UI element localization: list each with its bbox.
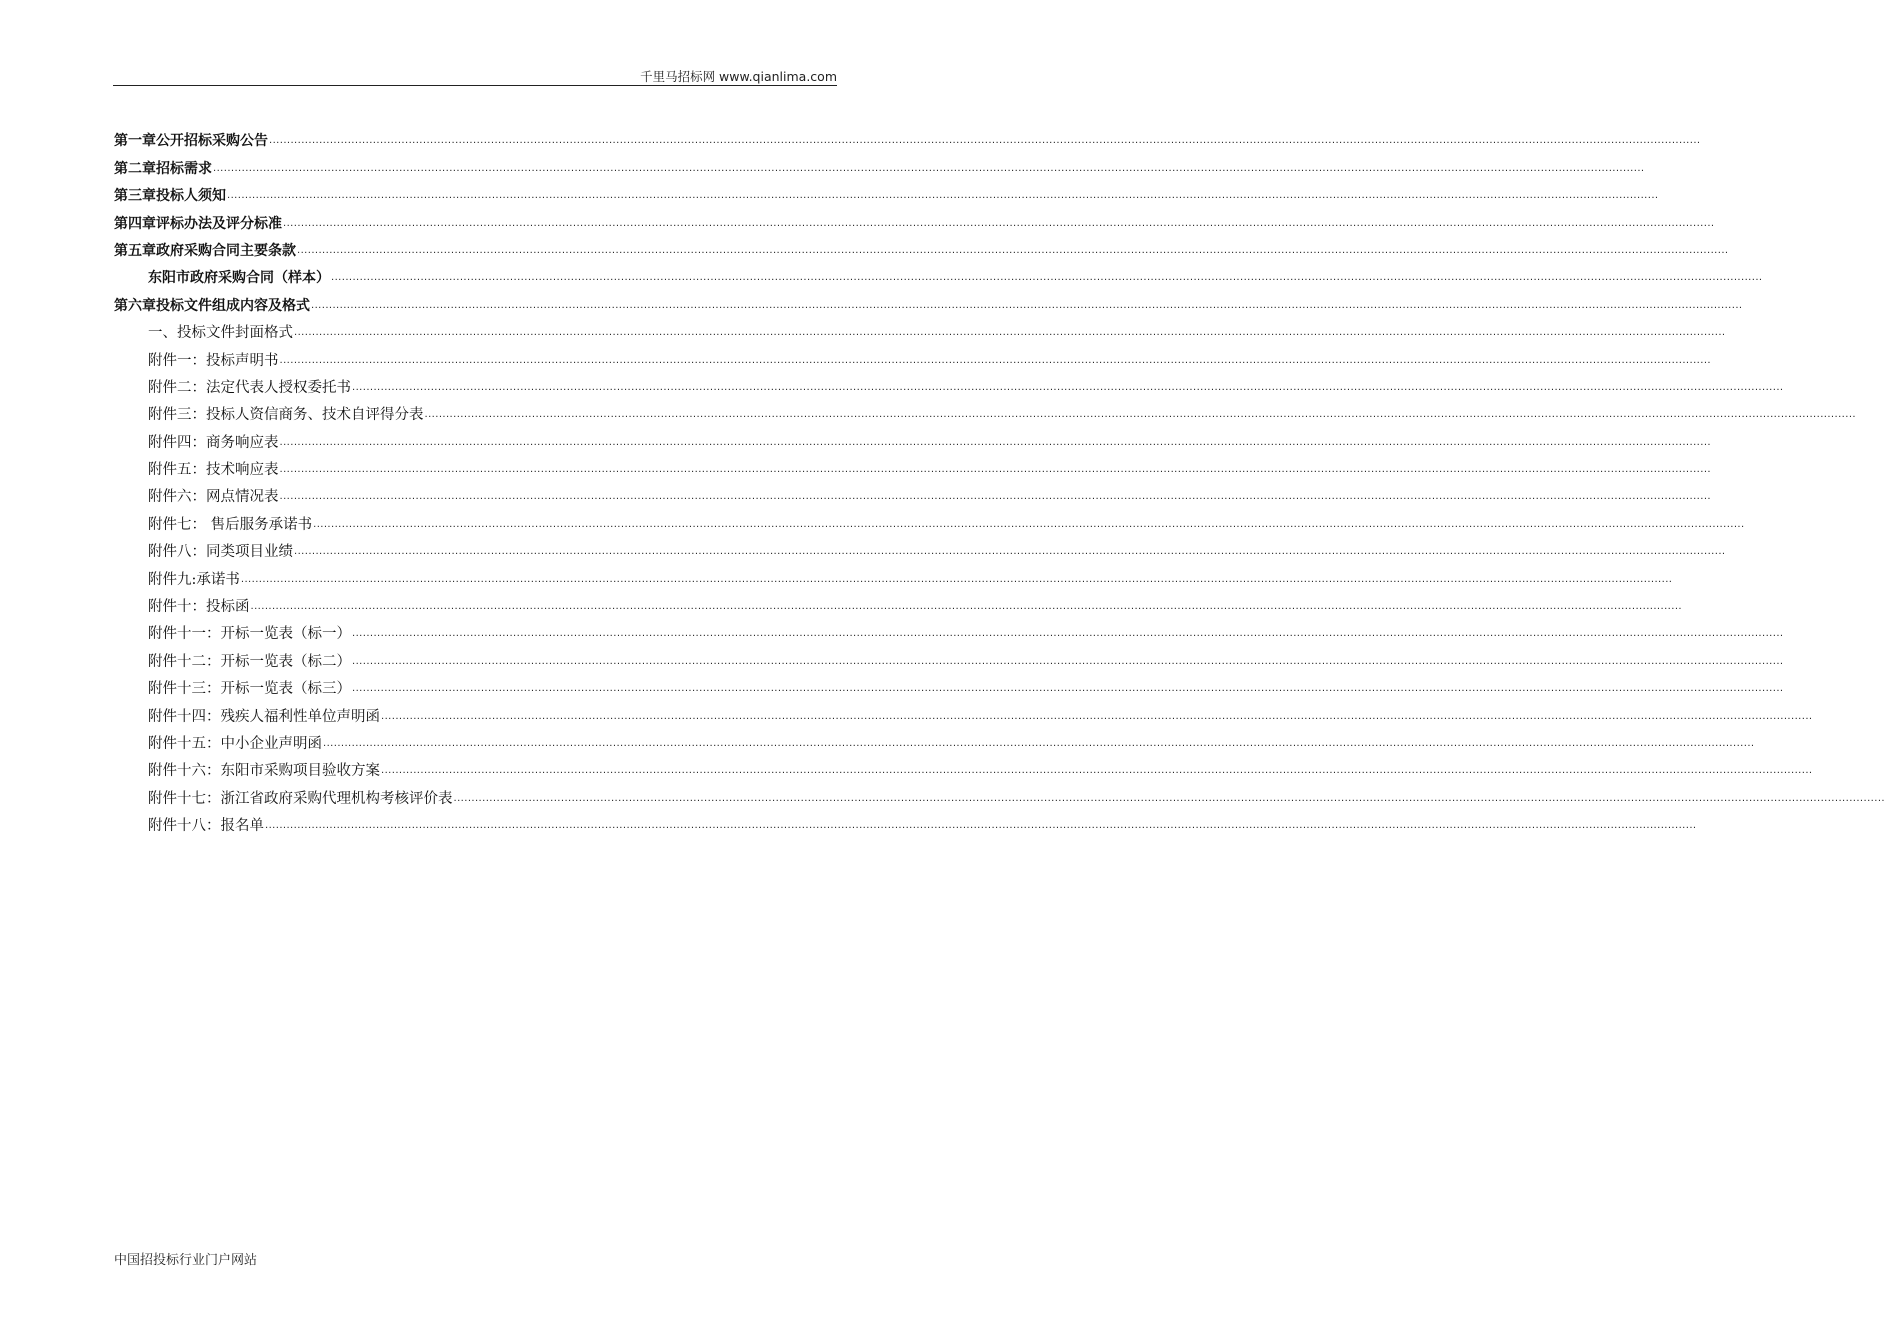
- toc-entry[interactable]: [114, 591, 1682, 618]
- toc-dot-leader: ................................................................................................................................................................................................................................................................................................................................................................................................................: [279, 491, 1711, 503]
- toc-entry[interactable]: [114, 755, 1813, 782]
- toc-chapter-number: 第三章: [114, 188, 156, 205]
- page-footer: 中国招投标行业门户网站: [114, 1253, 258, 1268]
- toc-dot-leader: ................................................................................................................................................................................................................................................................................................................................................................................................................: [297, 244, 1729, 256]
- page-header: [113, 62, 837, 86]
- toc-dot-leader: ................................................................................................................................................................................................................................................................................................................................................................................................................: [227, 190, 1659, 202]
- toc-entry[interactable]: [114, 317, 1726, 344]
- toc-chapter-number: 第二章: [114, 160, 156, 177]
- toc-dot-leader: ................................................................................................................................................................................................................................................................................................................................................................................................................: [323, 737, 1755, 749]
- toc-dot-leader: ................................................................................................................................................................................................................................................................................................................................................................................................................: [240, 573, 1673, 585]
- toc-entry-title: 附件十一：开标一览表（标一）: [148, 626, 351, 643]
- toc-entry[interactable]: [114, 618, 1784, 645]
- toc-entry-title: 附件五：技术响应表: [148, 462, 279, 479]
- toc-entry[interactable]: [114, 152, 1645, 179]
- toc-entry[interactable]: [114, 536, 1726, 563]
- toc-entry[interactable]: [114, 180, 1659, 207]
- toc-entry-title: 附件十二：开标一览表（标二）: [148, 653, 351, 670]
- toc-entry-title: 公开招标采购公告: [156, 133, 268, 150]
- toc-dot-leader: ................................................................................................................................................................................................................................................................................................................................................................................................................: [352, 381, 1784, 393]
- toc-dot-leader: ................................................................................................................................................................................................................................................................................................................................................................................................................: [453, 792, 1885, 804]
- toc-entry-title: 投标文件组成内容及格式: [156, 297, 310, 314]
- toc-chapter-number: 第四章: [114, 215, 156, 232]
- toc-entry-title: 附件十四：残疾人福利性单位声明函: [148, 708, 380, 725]
- toc-entry-title: 政府采购合同主要条款: [156, 242, 296, 259]
- toc-entry-title: 附件十六：东阳市采购项目验收方案: [148, 763, 380, 780]
- toc-entry[interactable]: [114, 426, 1711, 453]
- toc-dot-leader: ................................................................................................................................................................................................................................................................................................................................................................................................................: [279, 354, 1711, 366]
- toc-dot-leader: ................................................................................................................................................................................................................................................................................................................................................................................................................: [352, 655, 1784, 667]
- toc-entry-title: 附件一：投标声明书: [148, 352, 279, 369]
- toc-entry[interactable]: [114, 481, 1711, 508]
- toc-entry-title: 附件八：同类项目业绩: [148, 544, 293, 561]
- toc-entry[interactable]: [114, 728, 1755, 755]
- toc-entry-title: 附件六：网点情况表: [148, 489, 279, 506]
- toc-entry[interactable]: [114, 289, 1743, 316]
- toc-entry-title: 附件十三：开标一览表（标三）: [148, 681, 351, 698]
- toc-dot-leader: ................................................................................................................................................................................................................................................................................................................................................................................................................: [313, 518, 1745, 530]
- toc-dot-leader: ................................................................................................................................................................................................................................................................................................................................................................................................................: [250, 601, 1682, 613]
- toc-dot-leader: ................................................................................................................................................................................................................................................................................................................................................................................................................: [352, 683, 1784, 695]
- toc-dot-leader: ................................................................................................................................................................................................................................................................................................................................................................................................................: [294, 327, 1726, 339]
- toc-chapter-number: 第一章: [114, 133, 156, 150]
- toc-entry[interactable]: [114, 262, 1763, 289]
- toc-dot-leader: ................................................................................................................................................................................................................................................................................................................................................................................................................: [311, 299, 1743, 311]
- toc-entry[interactable]: [114, 235, 1729, 262]
- toc-entry-title: 评标办法及评分标准: [156, 215, 282, 232]
- toc-dot-leader: ................................................................................................................................................................................................................................................................................................................................................................................................................: [424, 409, 1856, 421]
- table-of-contents: [114, 125, 1885, 837]
- toc-entry[interactable]: [114, 207, 1715, 234]
- toc-entry-title: 附件三：投标人资信商务、技术自评得分表: [148, 407, 424, 424]
- toc-dot-leader: ................................................................................................................................................................................................................................................................................................................................................................................................................: [381, 765, 1813, 777]
- toc-chapter-number: 第五章: [114, 242, 156, 259]
- toc-entry-title: 附件十：投标函: [148, 599, 250, 616]
- toc-entry-title: 附件四：商务响应表: [148, 434, 279, 451]
- toc-entry-title: 附件十七：浙江省政府采购代理机构考核评价表: [148, 790, 453, 807]
- toc-chapter-number: 第六章: [114, 297, 156, 314]
- toc-dot-leader: ................................................................................................................................................................................................................................................................................................................................................................................................................: [381, 710, 1813, 722]
- toc-entry-title: 招标需求: [156, 160, 212, 177]
- toc-entry[interactable]: [114, 810, 1697, 837]
- toc-entry-title: 附件九:承诺书: [148, 571, 240, 588]
- toc-dot-leader: ................................................................................................................................................................................................................................................................................................................................................................................................................: [213, 162, 1645, 174]
- toc-entry[interactable]: [114, 125, 1701, 152]
- toc-entry[interactable]: [114, 645, 1784, 672]
- toc-dot-leader: ................................................................................................................................................................................................................................................................................................................................................................................................................: [265, 820, 1697, 832]
- toc-entry[interactable]: [114, 454, 1711, 481]
- header-site-name: 千里马招标网 www.qianlima.com: [640, 69, 837, 84]
- toc-entry[interactable]: [114, 508, 1745, 535]
- toc-entry-title: 投标人须知: [156, 188, 226, 205]
- toc-entry[interactable]: [114, 700, 1813, 727]
- toc-entry-title: 附件十五：中小企业声明函: [148, 735, 322, 752]
- toc-dot-leader: ................................................................................................................................................................................................................................................................................................................................................................................................................: [279, 464, 1711, 476]
- toc-entry[interactable]: [114, 344, 1711, 371]
- toc-entry[interactable]: [114, 399, 1856, 426]
- toc-entry-title: 附件七： 售后服务承诺书: [148, 516, 313, 533]
- toc-dot-leader: ................................................................................................................................................................................................................................................................................................................................................................................................................: [283, 217, 1715, 229]
- toc-dot-leader: ................................................................................................................................................................................................................................................................................................................................................................................................................: [331, 272, 1763, 284]
- toc-entry-title: 附件十八：报名单: [148, 818, 264, 835]
- toc-entry[interactable]: [114, 372, 1784, 399]
- toc-entry[interactable]: [114, 563, 1673, 590]
- toc-dot-leader: ................................................................................................................................................................................................................................................................................................................................................................................................................: [279, 436, 1711, 448]
- toc-entry-title: 一、投标文件封面格式: [148, 325, 293, 342]
- toc-dot-leader: ................................................................................................................................................................................................................................................................................................................................................................................................................: [269, 135, 1701, 147]
- toc-dot-leader: ................................................................................................................................................................................................................................................................................................................................................................................................................: [294, 546, 1726, 558]
- toc-entry[interactable]: [114, 782, 1885, 809]
- toc-dot-leader: ................................................................................................................................................................................................................................................................................................................................................................................................................: [352, 628, 1784, 640]
- toc-entry-title: 东阳市政府采购合同（样本）: [148, 270, 330, 287]
- toc-entry-title: 附件二：法定代表人授权委托书: [148, 379, 351, 396]
- toc-entry[interactable]: [114, 673, 1784, 700]
